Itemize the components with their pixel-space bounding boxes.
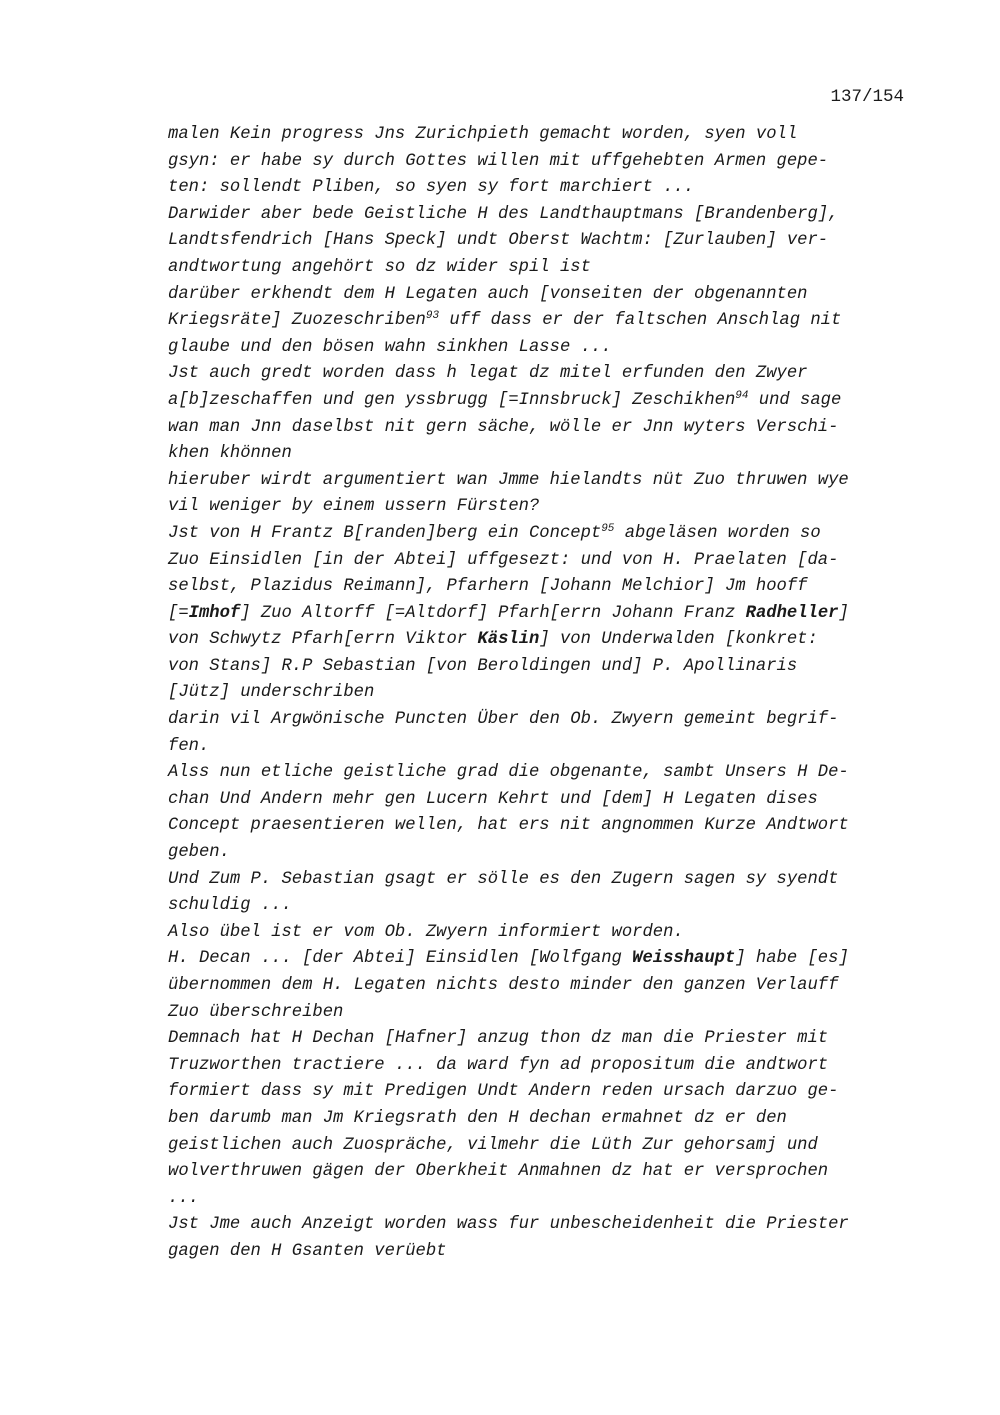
text-line	[168, 654, 908, 681]
text-segment: ] habe [es]	[735, 949, 849, 969]
text-segment: darin vil Argwönische Puncten Über den Ob. Zwyern gemeint begrif-	[168, 710, 839, 730]
text-segment: uff dass er der faltschen Anschlag nit	[439, 311, 842, 331]
bold-name: Weisshaupt	[632, 949, 736, 969]
text-segment: ...	[168, 1188, 199, 1208]
text-line	[168, 122, 908, 149]
text-segment: khen khönnen	[168, 444, 292, 464]
text-line	[168, 840, 908, 867]
bold-name: Imhof	[188, 603, 241, 623]
text-segment: Und Zum P. Sebastian gsagt er sölle es den Zugern sagen sy syendt	[168, 869, 839, 889]
text-segment: abgeläsen worden so	[614, 523, 821, 543]
text-segment: formiert dass sy mit Predigen Undt Andern reden ursach darzuo ge-	[168, 1082, 839, 1102]
bold-name: Käslin	[477, 630, 540, 650]
text-segment: Zuo Einsidlen [in der Abtei] uffgesezt: und von H. Praelaten [da-	[168, 550, 839, 570]
text-segment: und sage	[748, 390, 842, 410]
text-line	[168, 521, 908, 548]
text-line	[168, 760, 908, 787]
text-segment: Zuo überschreiben	[168, 1002, 344, 1022]
text-segment: ten: sollendt Pliben, so syen sy fort marchiert ...	[168, 178, 695, 198]
text-line	[168, 149, 908, 176]
text-line	[168, 228, 908, 255]
text-line	[168, 1079, 908, 1106]
text-line	[168, 867, 908, 894]
text-segment: malen Kein progress Jns Zurichpieth gemacht worden, syen voll	[168, 125, 798, 144]
text-line	[168, 1159, 908, 1186]
text-segment: vil weniger by einem ussern Fürsten?	[168, 497, 540, 517]
text-segment: gagen den H Gsanten verüebt	[168, 1241, 447, 1261]
text-segment: fen.	[168, 736, 210, 756]
text-segment: andtwortung angehört so dz wider spil ist	[168, 257, 591, 277]
text-line	[168, 1026, 908, 1053]
text-line	[168, 1186, 908, 1213]
text-segment: Demnach hat H Dechan [Hafner] anzug thon dz man die Priester mit	[168, 1029, 829, 1049]
text-line	[168, 202, 908, 229]
text-line	[168, 255, 908, 282]
text-line	[168, 946, 908, 973]
text-segment: chan Und Andern mehr gen Lucern Kehrt und [dem] H Legaten dises	[168, 789, 818, 809]
text-line	[168, 282, 908, 309]
text-segment: selbst, Plazidus Reimann], Pfarhern [Johann Melchior] Jm hooff	[168, 577, 808, 597]
page-number: 137/154	[830, 87, 904, 107]
text-line	[168, 680, 908, 707]
bold-name: Radheller	[745, 603, 839, 623]
text-segment: [Jütz] underschriben	[168, 683, 375, 703]
text-segment: Kriegsräte] Zuozeschriben	[168, 311, 426, 331]
text-line	[168, 1000, 908, 1027]
text-line	[168, 441, 908, 468]
text-segment: ] Zuo Altorff [=Altdorf] Pfarh[errn Johann Franz	[240, 603, 746, 623]
text-segment: geistlichen auch Zuospräche, vilmehr die Lüth Zur gehorsamj und	[168, 1135, 818, 1155]
footnote-reference: 94	[735, 389, 749, 402]
footnote-reference: 93	[425, 310, 440, 323]
text-segment: H. Decan ... [der Abtei] Einsidlen [Wolfgang	[168, 949, 633, 969]
text-segment: Truzworthen tractiere ... da ward fyn ad propositum die andtwort	[168, 1055, 829, 1075]
text-line	[168, 388, 908, 415]
text-line	[168, 787, 908, 814]
text-line	[168, 1133, 908, 1160]
text-line	[168, 1239, 908, 1266]
text-segment: darüber erkhendt dem H Legaten auch [vonseiten der obgenannten	[168, 284, 808, 304]
text-segment: von Stans] R.P Sebastian [von Beroldingen und] P. Apollinaris	[168, 656, 798, 676]
text-segment: geben.	[168, 843, 230, 863]
text-segment: wolverthruwen gägen der Oberkheit Anmahnen dz hat er versprochen	[168, 1162, 829, 1182]
text-segment: hieruber wirdt argumentiert wan Jmme hielandts nüt Zuo thruwen wye	[168, 470, 849, 490]
text-segment: Jst auch gredt worden dass h legat dz mitel erfunden den Zwyer	[168, 364, 808, 384]
text-line	[168, 175, 908, 202]
text-line	[168, 893, 908, 920]
text-line	[168, 468, 908, 495]
text-line	[168, 734, 908, 761]
text-segment: von Schwytz Pfarh[errn Viktor	[168, 630, 478, 650]
text-line	[168, 494, 908, 521]
text-segment: übernommen dem H. Legaten nichts desto minder den ganzen Verlauff	[168, 976, 839, 995]
text-segment: a[b]zeschaffen und gen yssbrugg [=Innsbruck] Zeschikhen	[168, 390, 736, 410]
text-line	[168, 973, 908, 1000]
text-segment: Also übel ist er vom Ob. Zwyern informiert worden.	[168, 922, 684, 942]
text-segment: glaube und den bösen wahn sinkhen Lasse ...	[168, 337, 612, 357]
text-line	[168, 361, 908, 388]
text-segment: ]	[838, 603, 849, 623]
footnote-reference: 95	[601, 522, 615, 535]
text-segment: Landtsfendrich [Hans Speck] undt Oberst Wachtm: [Zurlauben] ver-	[168, 231, 829, 251]
text-line	[168, 308, 908, 335]
text-segment: Jst von H Frantz B[randen]berg ein Concept	[168, 523, 602, 543]
transcription-text	[168, 122, 908, 1266]
text-segment: wan man Jnn daselbst nit gern säche, wölle er Jnn wyters Verschi-	[168, 417, 839, 437]
text-line	[168, 1053, 908, 1080]
text-line	[168, 813, 908, 840]
text-segment: schuldig ...	[168, 896, 292, 916]
text-line	[168, 1106, 908, 1133]
text-segment: Concept praesentieren wellen, hat ers nit angnommen Kurze Andtwort	[168, 816, 849, 836]
text-segment: ben darumb man Jm Kriegsrath den H dechan ermahnet dz er den	[168, 1108, 787, 1128]
text-line	[168, 601, 908, 628]
text-line	[168, 627, 908, 654]
text-line	[168, 548, 908, 575]
text-line	[168, 335, 908, 362]
text-line	[168, 920, 908, 947]
text-line	[168, 574, 908, 601]
text-segment: ] von Underwalden [konkret:	[539, 630, 818, 650]
text-line	[168, 1212, 908, 1239]
text-segment: Darwider aber bede Geistliche H des Landthauptmans [Brandenberg],	[168, 204, 839, 224]
text-segment: Alss nun etliche geistliche grad die obgenante, sambt Unsers H De-	[168, 763, 849, 783]
text-line	[168, 415, 908, 442]
text-line	[168, 707, 908, 734]
text-segment: [=	[168, 603, 189, 623]
text-segment: gsyn: er habe sy durch Gottes willen mit uffgehebten Armen gepe-	[168, 151, 829, 171]
text-segment: Jst Jme auch Anzeigt worden wass fur unbescheidenheit die Priester	[168, 1215, 849, 1235]
